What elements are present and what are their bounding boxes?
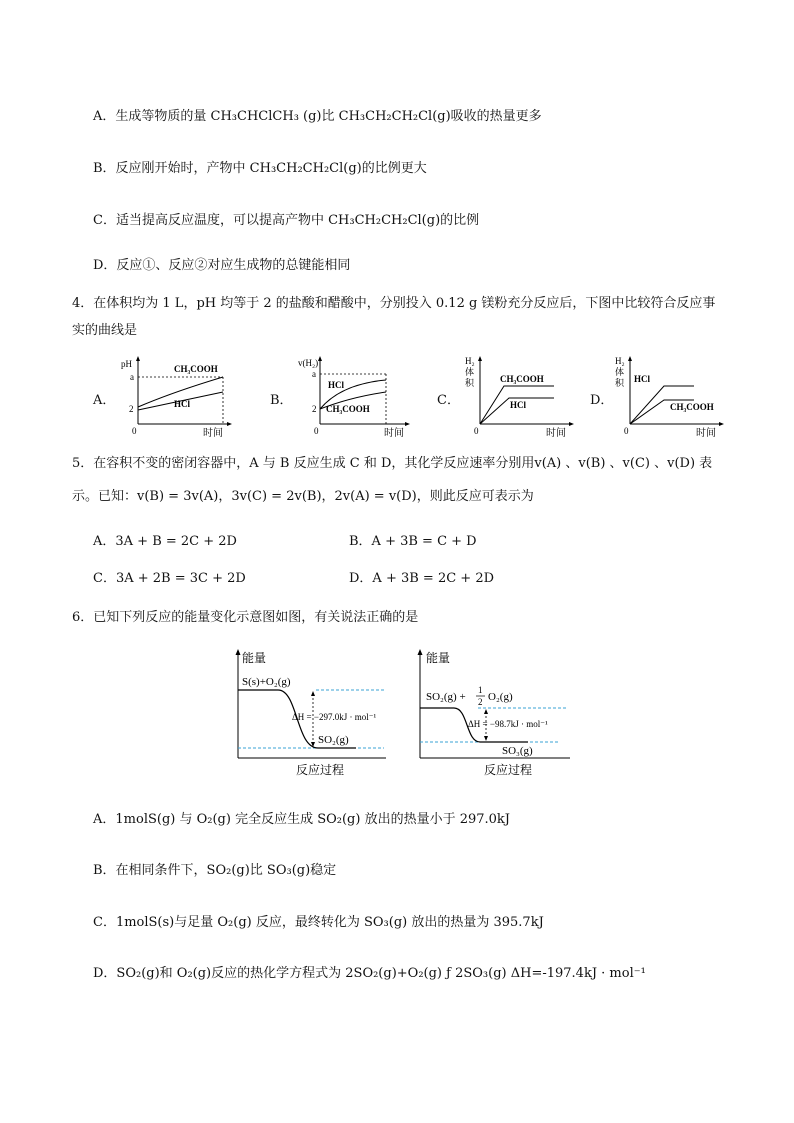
q4-graph-d-label-top: HCl (634, 374, 651, 384)
q6-right-frac-num: 1 (478, 685, 483, 695)
q6-right-dh: ΔH = −98.7kJ · mol⁻¹ (468, 719, 548, 729)
q6-left-xlabel: 反应过程 (296, 763, 345, 777)
q4-graph-d-origin: 0 (624, 426, 629, 436)
q3-option-d: D．反应①、反应②对应生成物的总键能相同 (93, 258, 351, 273)
q4-graph-b-ylabel: v(H₂) (298, 358, 319, 368)
q6-left-reactant: S(s)+O₂(g) (242, 676, 291, 688)
q3-option-c: C．适当提高反应温度，可以提高产物中 CH₃CH₂CH₂Cl(g)的比例 (93, 213, 480, 228)
q4-graph-a-ylabel: pH (121, 359, 132, 369)
q4-graph-c (462, 352, 577, 438)
q4-graph-b-xlabel: 时间 (384, 428, 404, 438)
q5-option-d: D．A + 3B = 2C + 2D (349, 571, 495, 586)
q6-option-c: C．1molS(s)与足量 O₂(g) 反应，最终转化为 SO₃(g) 放出的热量为 395.7kJ (93, 915, 544, 930)
q4-graph-d-xlabel: 时间 (696, 428, 716, 438)
q4-graph-b-label-top: HCl (328, 380, 345, 390)
q4-graph-c-label-bottom: HCl (510, 400, 527, 410)
q4-graph-a-xlabel: 时间 (203, 428, 223, 438)
q6-left-ylabel: 能量 (242, 651, 267, 665)
q4-graph-b (296, 352, 411, 438)
q6-diagram-left (226, 646, 396, 782)
q4-graph-a-label-top: CH₃COOH (174, 364, 218, 374)
q6-right-product: SO₃(g) (502, 745, 533, 757)
q4-graph-a-ymark-2: 2 (129, 404, 134, 414)
q4-graph-a (118, 352, 233, 438)
q4-graph-b-label-bottom: CH₃COOH (326, 404, 370, 414)
q6-option-b: B．在相同条件下，SO₂(g)比 SO₃(g)稳定 (93, 863, 337, 878)
q4-graph-c-xlabel: 时间 (546, 428, 566, 438)
q4-graph-b-origin: 0 (314, 426, 319, 436)
q6-right-reactant-post: O₂(g) (488, 691, 513, 703)
q4-graph-a-label-bottom: HCl (174, 399, 191, 409)
q4-stem-line2: 实的曲线是 (72, 323, 138, 338)
q4-graph-c-ylabel-3: 积 (465, 378, 475, 388)
q4-graph-c-ylabel-2: 体 (465, 367, 475, 377)
q4-option-d-letter: D． (590, 393, 614, 408)
q6-right-reactant-pre: SO₂(g) + (426, 691, 466, 703)
q6-right-frac-den: 2 (478, 697, 483, 707)
q4-graph-c-label-top: CH₃COOH (500, 374, 544, 384)
q3-option-a: A．生成等物质的量 CH₃CHClCH₃ (g)比 CH₃CH₂CH₂Cl(g)吸收的热量更多 (93, 109, 542, 124)
q5-stem-line1: 5．在容积不变的密闭容器中，A 与 B 反应生成 C 和 D，其化学反应速率分别用v(A) 、v(B) 、v(C) 、v(D) 表 (72, 456, 713, 471)
q6-right-ylabel: 能量 (426, 651, 451, 665)
q4-graph-a-ymark-a: a (130, 372, 134, 382)
q6-option-a: A．1molS(g) 与 O₂(g) 完全反应生成 SO₂(g) 放出的热量小于 297.0kJ (93, 812, 511, 827)
q4-graph-c-origin: 0 (474, 426, 479, 436)
q5-stem-line2: 示。已知：v(B) = 3v(A)，3v(C) = 2v(B)，2v(A) = v(D)，则此反应可表示为 (72, 489, 534, 504)
q4-graph-d-ylabel-1: H₂ (615, 356, 625, 366)
q4-graph-a-origin: 0 (132, 426, 137, 436)
q5-option-a: A．3A + B = 2C + 2D (93, 534, 237, 549)
q6-left-product: SO₂(g) (318, 734, 349, 746)
q5-option-b: B．A + 3B = C + D (349, 534, 477, 549)
q4-option-c-letter: C． (437, 393, 460, 408)
q4-graph-b-ymark-2: 2 (312, 404, 317, 414)
q4-graph-b-ymark-a: a (312, 369, 316, 379)
q3-option-b: B．反应刚开始时，产物中 CH₃CH₂CH₂Cl(g)的比例更大 (93, 161, 427, 176)
q4-option-a-letter: A． (93, 393, 116, 408)
q6-diagram-right (410, 646, 580, 782)
q4-graph-d-ylabel-2: 体 (615, 367, 625, 377)
q6-stem: 6．已知下列反应的能量变化示意图如图，有关说法正确的是 (72, 610, 419, 625)
q4-option-b-letter: B． (270, 393, 293, 408)
q4-graph-d (612, 352, 727, 438)
q4-graph-d-label-bottom: CH₃COOH (670, 402, 714, 412)
q4-stem-line1: 4．在体积均为 1 L，pH 均等于 2 的盐酸和醋酸中，分别投入 0.12 g 镁粉充分反应后，下图中比较符合反应事 (72, 296, 716, 311)
q6-right-xlabel: 反应过程 (484, 763, 533, 777)
q6-option-d: D．SO₂(g)和 O₂(g)反应的热化学方程式为 2SO₂(g)+O₂(g) ƒ 2SO₃(g) ΔH=-197.4kJ · mol⁻¹ (93, 966, 646, 981)
q5-option-c: C．3A + 2B = 3C + 2D (93, 571, 246, 586)
q4-graph-c-ylabel-1: H₂ (465, 356, 475, 366)
q6-left-dh: ΔH = −297.0kJ · mol⁻¹ (292, 712, 377, 722)
q4-graph-d-ylabel-3: 积 (615, 378, 625, 388)
